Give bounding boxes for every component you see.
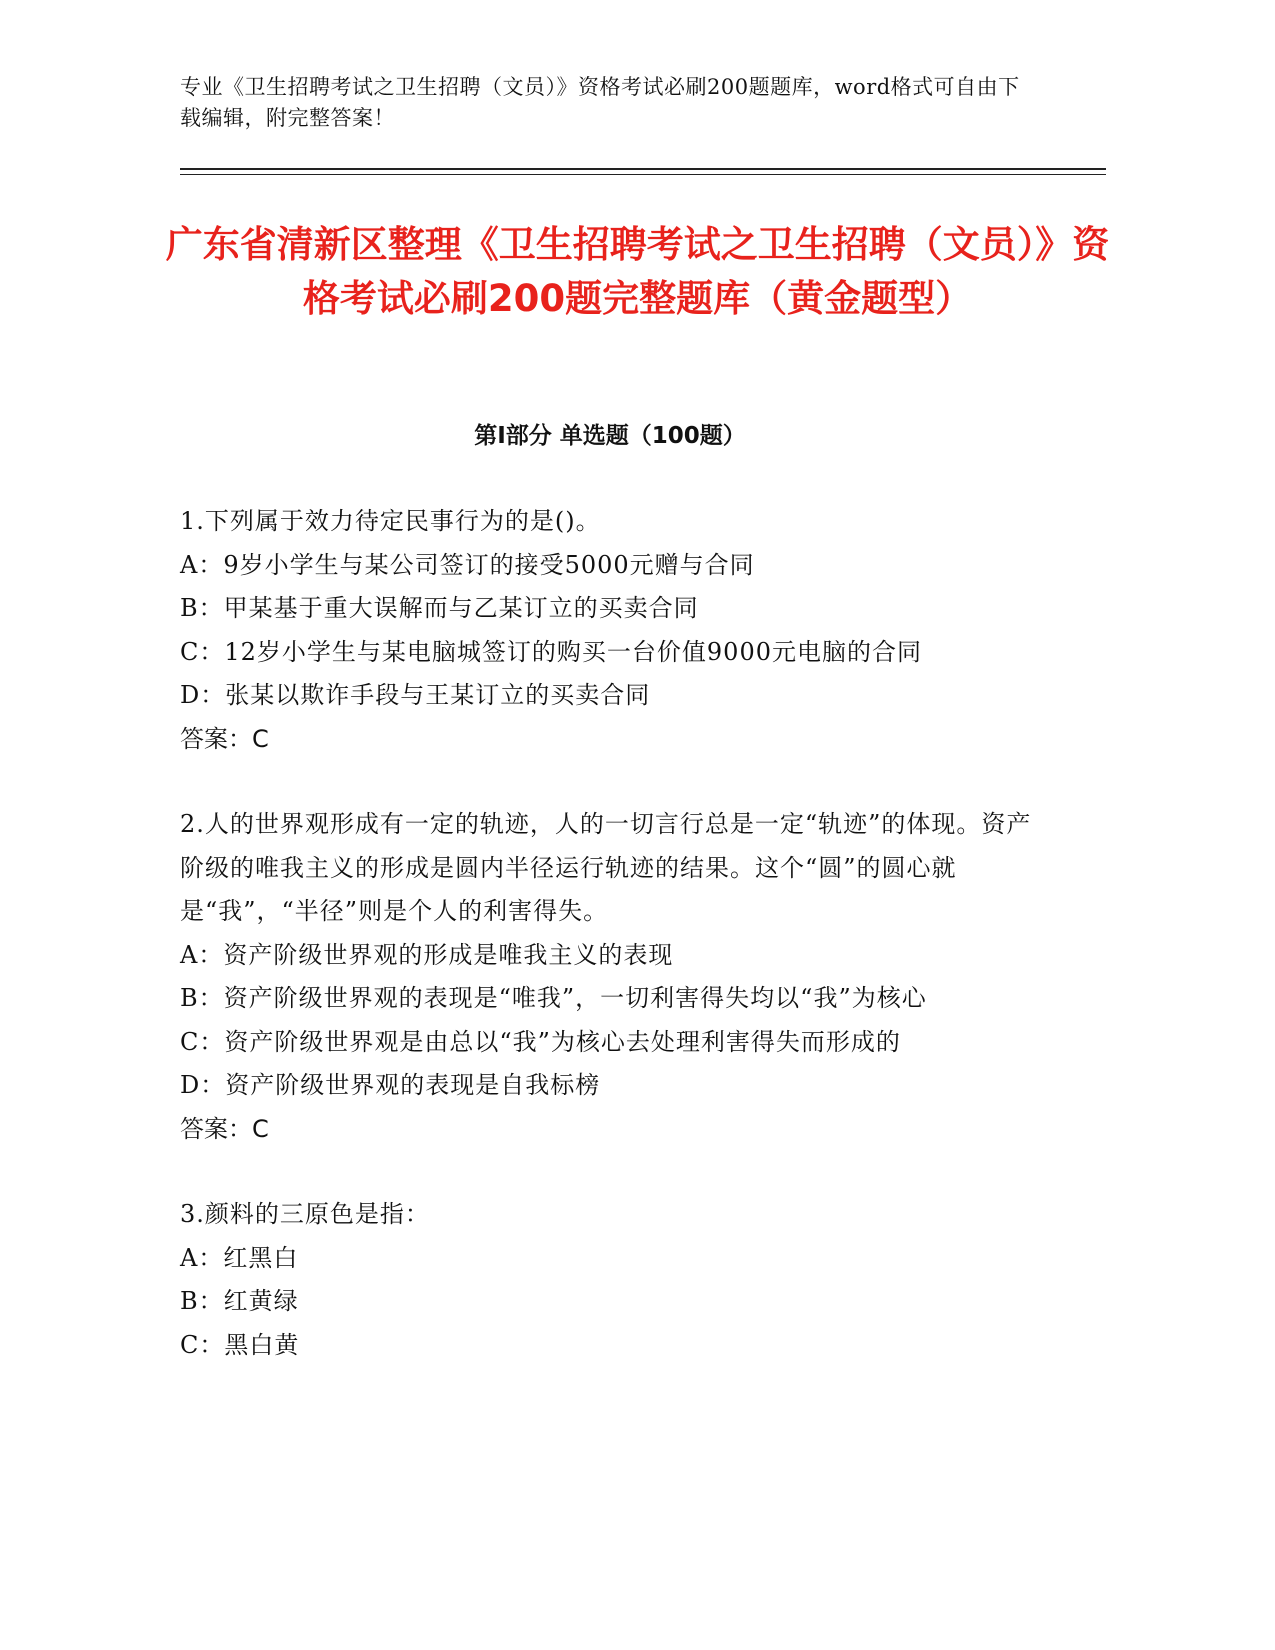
question-stem: 2.人的世界观形成有一定的轨迹，人的一切言行总是一定“轨迹”的体现。资产阶级的唯我主义的形成是圆内半径运行轨迹的结果。这个“圆”的圆心就是“我”，“半径”则是个人的利害得失。 [180, 810, 1032, 925]
question-stem: 3.颜料的三原色是指： [180, 1200, 430, 1228]
option-c: C：12岁小学生与某电脑城签订的购买一台价值9000元电脑的合同 [180, 637, 922, 666]
question-list [180, 500, 1040, 1409]
option-a: A：9岁小学生与某公司签订的接受5000元赠与合同 [180, 550, 755, 579]
option-d: D：资产阶级世界观的表现是自我标榜 [180, 1071, 601, 1099]
header-divider-thick [180, 168, 1106, 170]
header-divider-thin [180, 174, 1106, 175]
option-d: D：张某以欺诈手段与王某订立的买卖合同 [180, 681, 651, 709]
question-stem: 1.下列属于效力待定民事行为的是()。 [180, 507, 601, 535]
option-c: C：资产阶级世界观是由总以“我”为核心去处理利害得失而形成的 [180, 1027, 901, 1056]
section-heading: 第I部分 单选题（100题） [474, 423, 746, 449]
option-b: B：甲某基于重大误解而与乙某订立的买卖合同 [180, 594, 699, 622]
question-1 [180, 500, 1040, 761]
question-2 [180, 803, 1040, 1151]
document-title: 广东省清新区整理《卫生招聘考试之卫生招聘（文员）》资格考试必刷200题完整题库（黄金题型） [165, 223, 1110, 320]
answer: 答案：C [180, 1114, 269, 1143]
answer: 答案：C [180, 724, 269, 753]
option-c: C：黑白黄 [180, 1330, 300, 1359]
option-b: B：资产阶级世界观的表现是“唯我”，一切利害得失均以“我”为核心 [180, 984, 927, 1012]
header-note: 专业《卫生招聘考试之卫生招聘（文员）》资格考试必刷200题题库，word格式可自由下载编辑，附完整答案！ [180, 75, 1020, 130]
question-3 [180, 1193, 1040, 1367]
option-a: A：资产阶级世界观的形成是唯我主义的表现 [180, 940, 674, 969]
option-a: A：红黑白 [180, 1243, 299, 1272]
option-b: B：红黄绿 [180, 1287, 299, 1315]
